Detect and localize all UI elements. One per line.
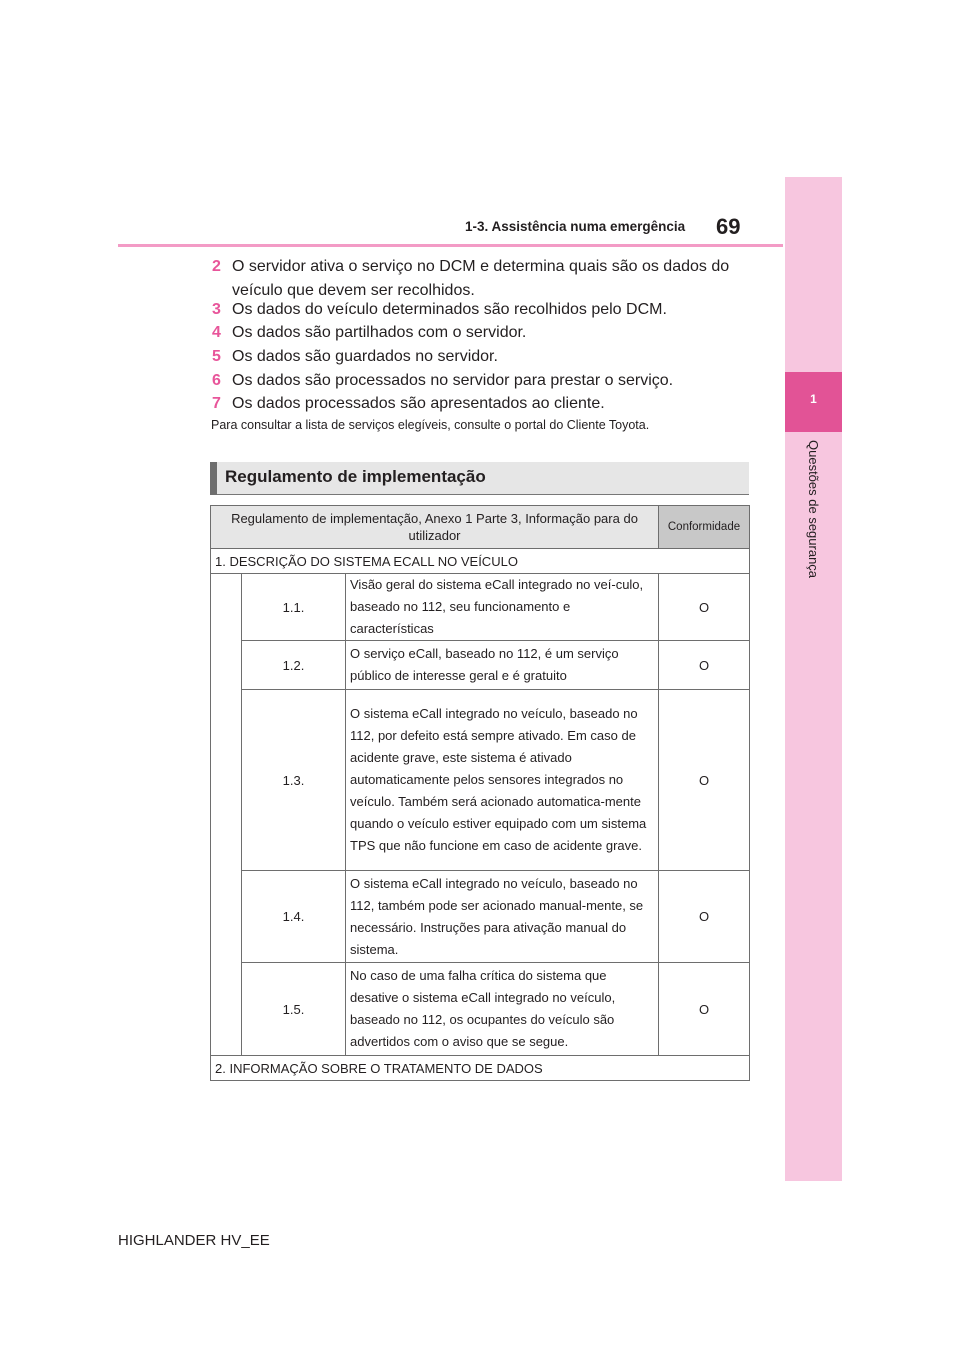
step-text: O servidor ativa o serviço no DCM e determina quais são os dados do veículo que devem ser recolhidos. xyxy=(232,258,730,299)
step-item xyxy=(212,298,752,322)
side-tab-number: 1 xyxy=(810,392,817,406)
table-row xyxy=(211,690,750,871)
table-header-conformity: Conformidade xyxy=(659,506,750,549)
step-number: 2 xyxy=(212,258,221,275)
row-text: O sistema eCall integrado no veículo, baseado no 112, por defeito está sempre ativado. Em caso de acidente grave, este sistema é ativado automaticamente pelos sensores integrados no veículo. Também será acionado automatica-mente quando o veículo estiver equipado com um sistema TPS que não funcione em caso de acidente grave. xyxy=(346,690,659,871)
footer-model: HIGHLANDER HV_EE xyxy=(118,1232,270,1249)
side-tab xyxy=(785,177,842,1181)
table-section-title: 2. INFORMAÇÃO SOBRE O TRATAMENTO DE DADOS xyxy=(211,1056,750,1081)
step-item xyxy=(212,255,752,303)
row-text: O serviço eCall, baseado no 112, é um serviço público de interesse geral e é gratuito xyxy=(346,641,659,690)
row-text: O sistema eCall integrado no veículo, baseado no 112, também pode ser acionado manual-mente, se necessário. Instruções para ativação manual do sistema. xyxy=(346,871,659,963)
table-row xyxy=(211,574,750,641)
row-number: 1.3. xyxy=(242,690,346,871)
side-tab-label-text: Questões de segurança xyxy=(806,440,821,579)
step-number: 3 xyxy=(212,301,221,318)
row-conformity: O xyxy=(659,690,750,871)
row-conformity: O xyxy=(659,574,750,641)
row-conformity: O xyxy=(659,871,750,963)
row-number: 1.2. xyxy=(242,641,346,690)
page-number: 69 xyxy=(716,214,741,239)
row-text: Visão geral do sistema eCall integrado no veí-culo, baseado no 112, seu funcionamento e características xyxy=(346,574,659,641)
table-row xyxy=(211,1056,750,1081)
row-number: 1.4. xyxy=(242,871,346,963)
row-number: 1.1. xyxy=(242,574,346,641)
table-row xyxy=(211,871,750,963)
step-number: 4 xyxy=(212,324,221,341)
note-text: Para consultar a lista de serviços elegíveis, consulte o portal do Cliente Toyota. xyxy=(211,418,650,432)
step-number: 5 xyxy=(212,348,221,365)
step-text: Os dados são processados no servidor para prestar o serviço. xyxy=(232,372,674,389)
step-item xyxy=(212,369,752,393)
table-row xyxy=(211,549,750,574)
step-text: Os dados processados são apresentados ao cliente. xyxy=(232,395,605,412)
section-title: 1-3. Assistência numa emergência xyxy=(465,219,686,234)
row-conformity: O xyxy=(659,963,750,1056)
step-item xyxy=(212,392,752,416)
side-tab-label xyxy=(805,440,823,610)
step-item xyxy=(212,345,752,369)
step-text: Os dados são guardados no servidor. xyxy=(232,348,498,365)
heading-bar xyxy=(210,462,217,495)
table-header-row xyxy=(211,506,750,549)
table-indent-cell xyxy=(211,574,242,1056)
table-header-left: Regulamento de implementação, Anexo 1 Parte 3, Informação para do utilizador xyxy=(211,506,659,549)
row-number: 1.5. xyxy=(242,963,346,1056)
section-heading xyxy=(210,462,749,495)
step-item xyxy=(212,321,752,345)
header-rule xyxy=(118,244,783,247)
table-row xyxy=(211,963,750,1056)
row-text: No caso de uma falha crítica do sistema que desative o sistema eCall integrado no veículo, baseado no 112, os ocupantes do veículo são advertidos com o aviso que se segue. xyxy=(346,963,659,1056)
row-conformity: O xyxy=(659,641,750,690)
step-number: 7 xyxy=(212,395,221,412)
step-text: Os dados do veículo determinados são recolhidos pelo DCM. xyxy=(232,301,667,318)
regulation-table xyxy=(210,505,750,1081)
step-text: Os dados são partilhados com o servidor. xyxy=(232,324,527,341)
table-section-title: 1. DESCRIÇÃO DO SISTEMA ECALL NO VEÍCULO xyxy=(211,549,750,574)
table-row xyxy=(211,641,750,690)
section-heading-text: Regulamento de implementação xyxy=(225,467,486,486)
step-number: 6 xyxy=(212,372,221,389)
